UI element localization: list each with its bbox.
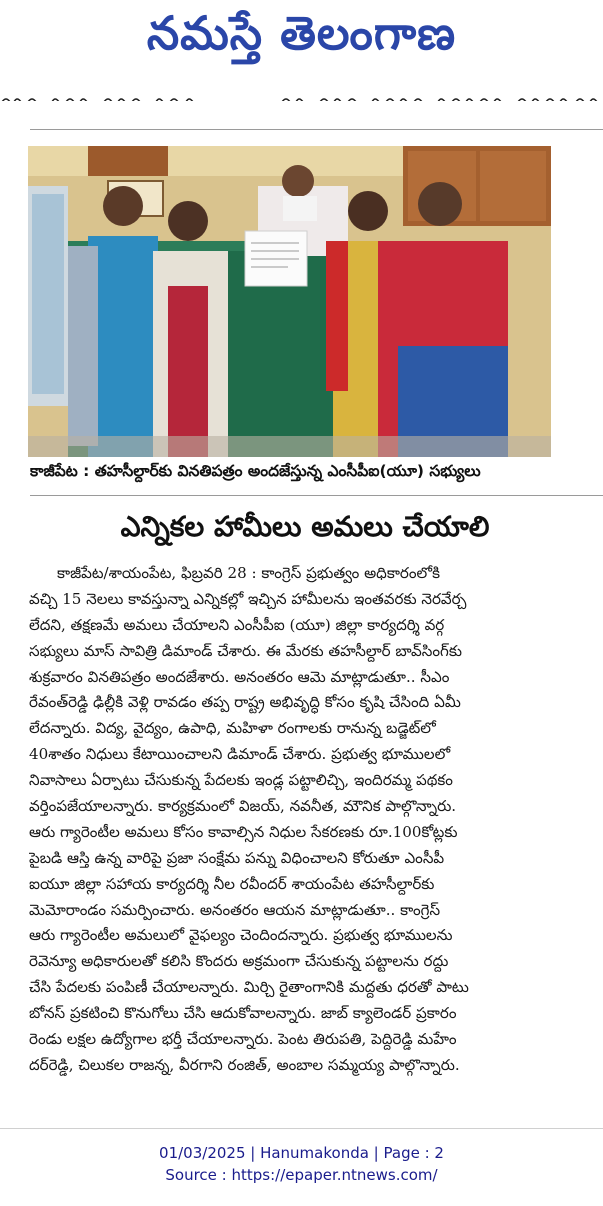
article-line: వచ్చి 15 నెలలు కావస్తున్నా ఎన్నికల్లో ఇచ్చిన హామీలను ఇంతవరకు నెరవేర్చ (29, 589, 467, 608)
masthead-title: నమస్తే తెలంగాణ (146, 6, 457, 60)
cropped-text-glyphs (0, 86, 603, 116)
article-line: ఆరు గ్యారెంటీల అమలు కోసం కావాల్సిన నిధుల సేకరణకు రూ.100కోట్లకు (29, 822, 458, 841)
article-line: కాజీపేట/శాయంపేట, ఫిబ్రవరి 28 : కాంగ్రెస్ ప్రభుత్వం అధికారంలోకి (57, 564, 441, 582)
article-line: చేసి పేదలకు పంపిణీ చేయాలన్నారు. మిర్చి రైతాంగానికి మద్దతు ధరతో పాటు (29, 978, 469, 997)
article-line: 40శాతం నిధులు కేటాయించాలని డిమాండ్ చేశారు. ప్రభుత్వ భూములలో (29, 745, 451, 764)
article-line: రేవంత్‌రెడ్డి ఢిల్లీకి వెళ్లి రావడం తప్ప రాష్ట్ర అభివృద్ధి కోసం కృషి చేసింది ఏమీ (29, 693, 461, 712)
caption-divider (30, 495, 603, 496)
footer-divider (0, 1128, 603, 1129)
masthead (0, 0, 603, 78)
article-line: రెవెన్యూ అధికారులతో కలిసి కొందరు అక్రమంగా చేసుకున్న పట్టాలను రద్దు (29, 952, 449, 971)
article-line: ఐయూ జిల్లా సహాయ కార్యదర్శి నీల రవీందర్ శాయంపేట తహసీల్దార్‌కు (29, 874, 435, 893)
edition-line: 01/03/2025 | Hanumakonda | Page : 2 (159, 1144, 444, 1162)
article-line: నివాసాలు ఏర్పాటు చేసుకున్న పేదలకు ఇండ్ల పట్టాలిచ్చి, ఇందిరమ్మ పథకం (29, 771, 453, 790)
article-line: లేదన్నారు. విద్య, వైద్యం, ఉపాధి, మహిళా రంగాలకు రానున్న బడ్జెట్‌లో (29, 719, 436, 738)
article-line: దర్‌రెడ్డి, చిలుకల రాజన్న, వీరగాని రంజిత్, అంబాల సమ్మయ్య పాల్గొన్నారు. (29, 1055, 460, 1074)
article-body (29, 561, 552, 1079)
article-line: బోనస్ ప్రకటించి కొనుగోలు చేసి ఆదుకోవాలన్నారు. జాబ్ క్యాలెండర్ ప్రకారం (29, 1004, 457, 1023)
article-line: శుక్రవారం వినతిపత్రం అందజేశారు. అనంతరం ఆమె మాట్లాడుతూ.. సీఎం (29, 667, 450, 686)
top-divider (30, 129, 603, 130)
article-headline: ఎన్నికల హామీలు అమలు చేయాలి (120, 510, 490, 543)
article-line: వర్తింపజేయాలన్నారు. కార్యక్రమంలో విజయ్, నవనీత, మౌనిక పాల్గొన్నారు. (29, 797, 457, 816)
article-line: మెమోరాండం సమర్పించారు. అనంతరం ఆయన మాట్లాడుతూ.. కాంగ్రెస్ (29, 900, 441, 919)
footer (0, 1142, 603, 1186)
source-line[interactable]: Source : https://epaper.ntnews.com/ (165, 1166, 438, 1184)
cropped-text-strip (0, 86, 603, 116)
article-line: సభ్యులు మాస్ సావిత్రి డిమాండ్ చేశారు. ఈ మేరకు తహసీల్దార్ బావ్‌సింగ్‌కు (29, 641, 462, 660)
article-line: లేదని, తక్షణమే అమలు చేయాలని ఎంసీపీఐ (యూ) జిల్లా కార్యదర్శి వర్గ (29, 615, 445, 634)
article-line: పైబడి ఆస్తి ఉన్న వారిపై ప్రజా సంక్షేమ పన్ను విధించాలని కోరుతూ ఎంసీపీ (29, 848, 445, 867)
photo-illustration (28, 146, 551, 457)
news-photo (28, 146, 551, 457)
article-line: ఆరు గ్యారెంటీల అమలులో వైఫల్యం చెందిందన్నారు. ప్రభుత్వ భూములను (29, 926, 453, 945)
photo-caption: కాజీపేట : తహసీల్దార్‌కు వినతిపత్రం అందజేస్తున్న ఎంసీపీఐ(యూ) సభ్యులు (30, 462, 481, 480)
article-line: రెండు లక్షల ఉద్యోగాల భర్తీ చేయాలన్నారు. పెంట తిరుపతి, పెద్దిరెడ్డి మహేం (29, 1030, 457, 1049)
